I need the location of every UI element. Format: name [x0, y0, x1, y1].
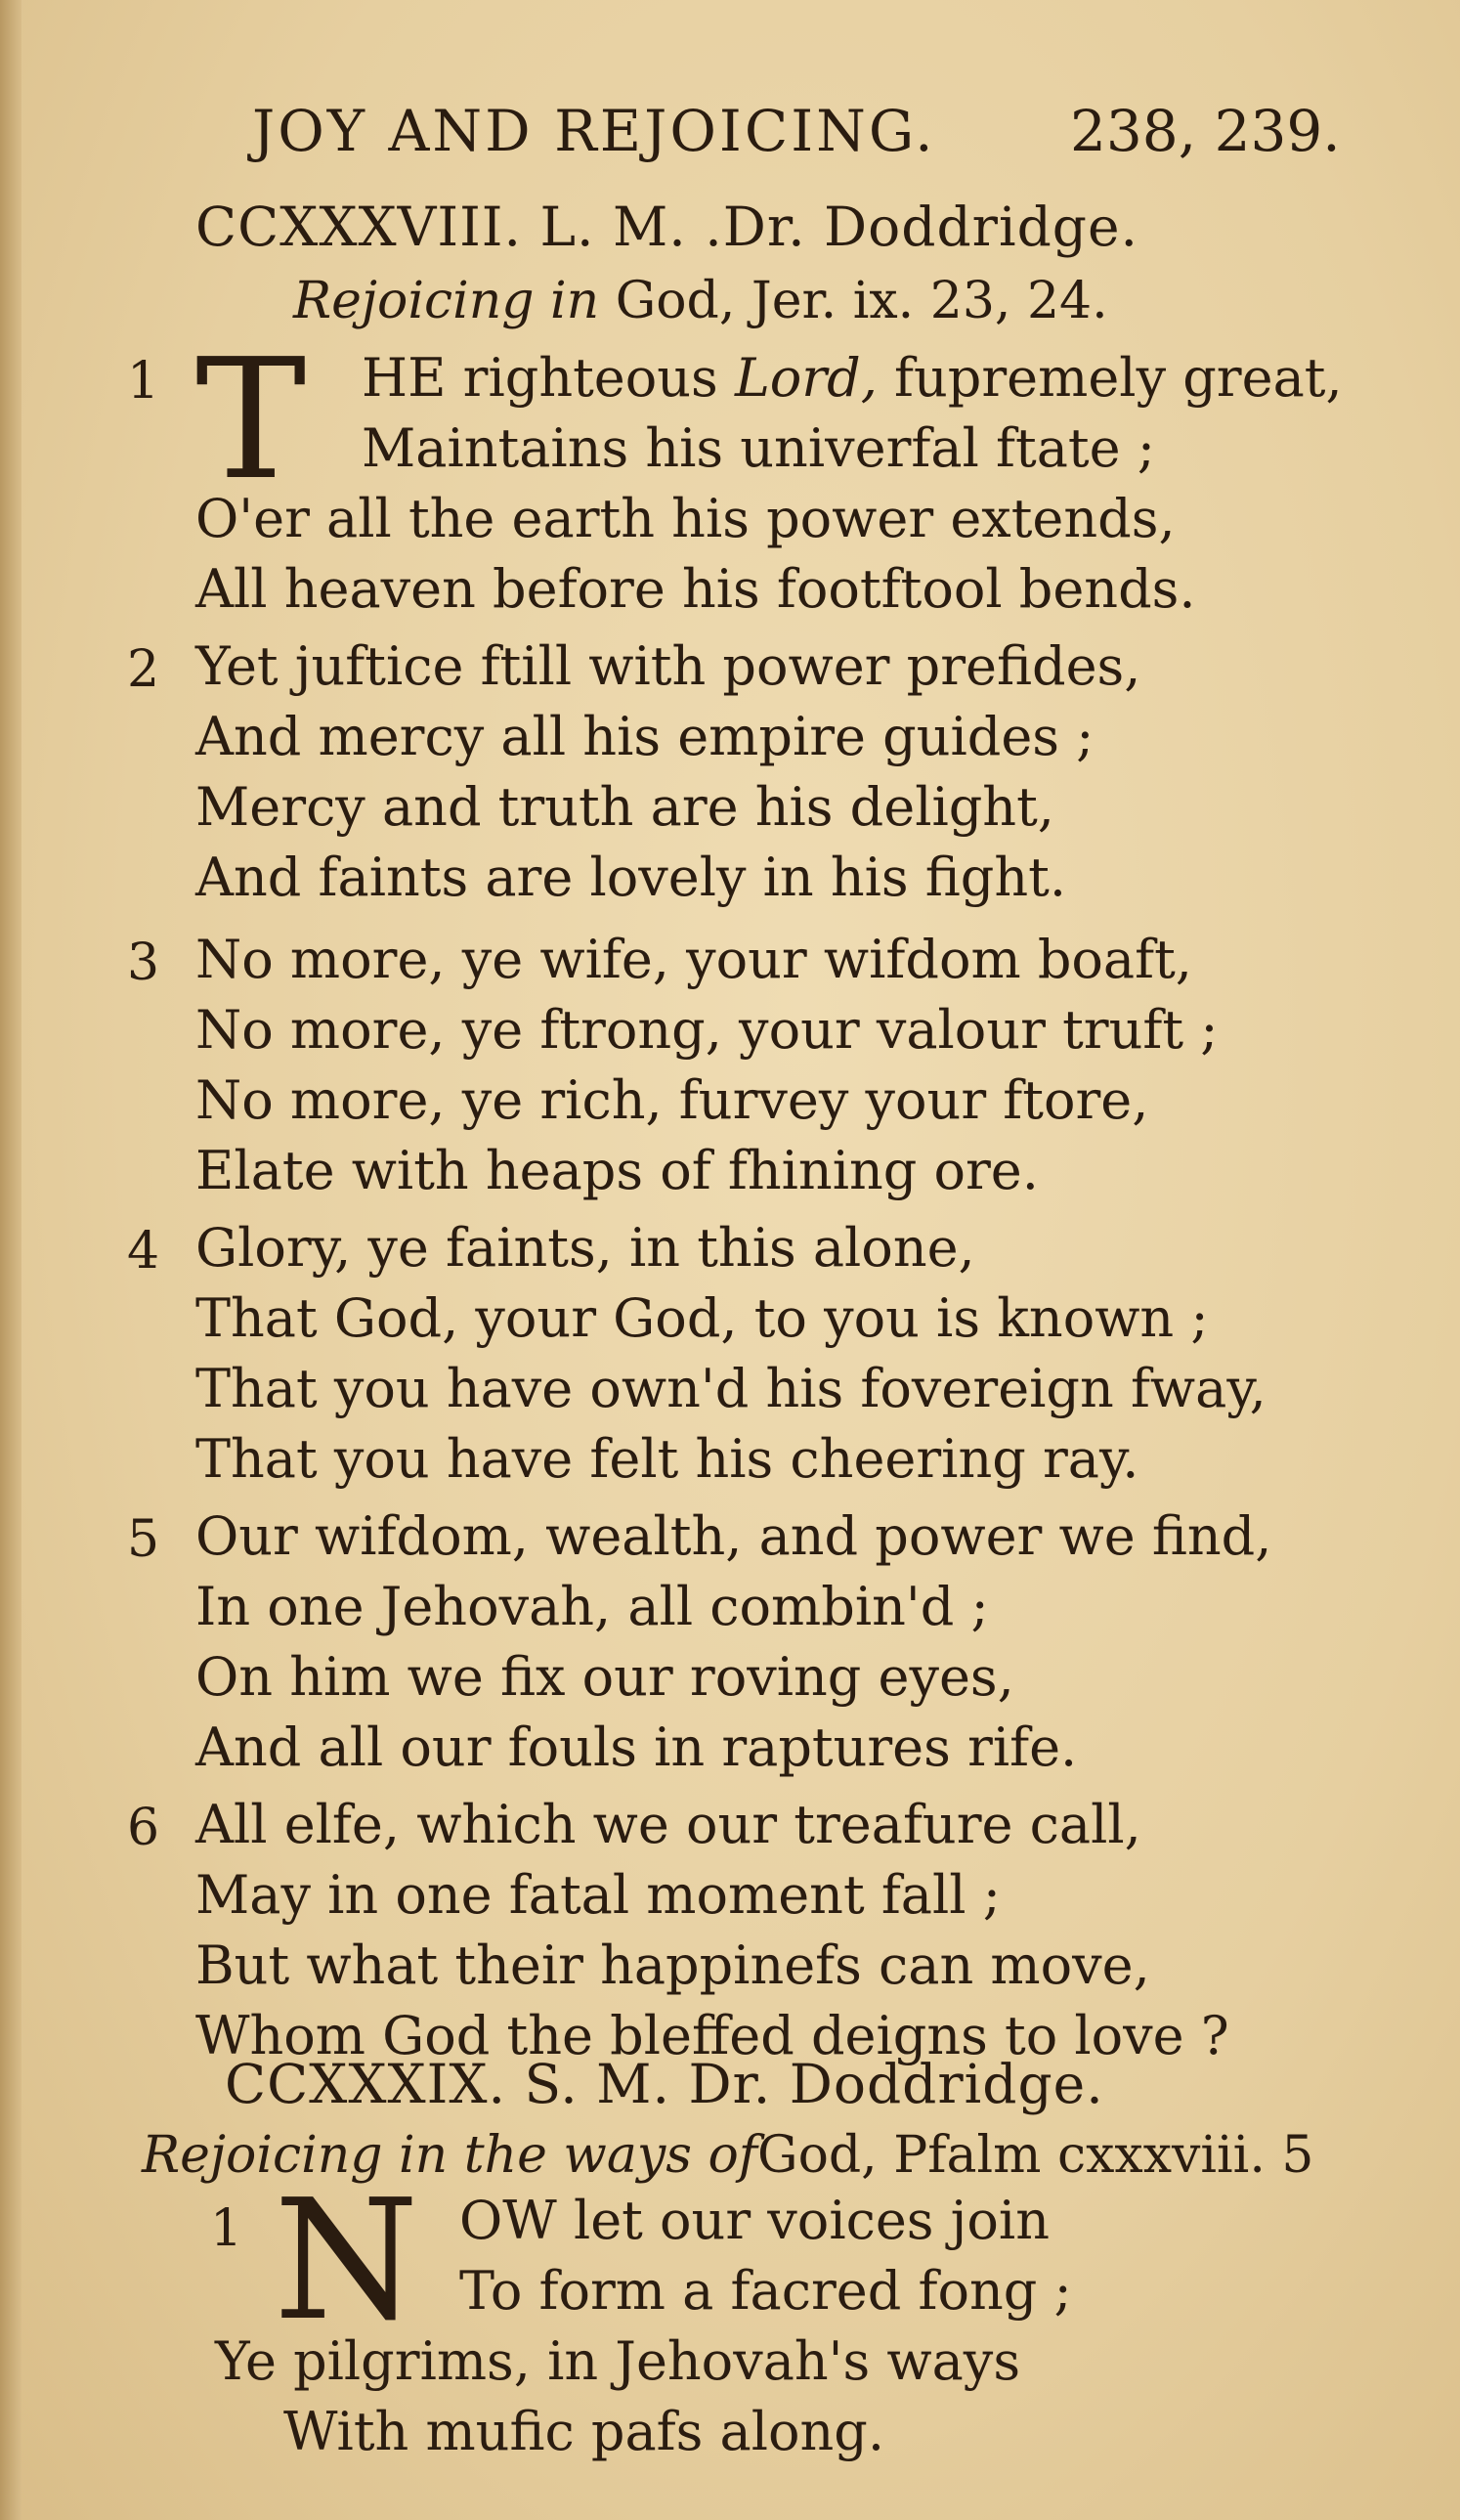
verse-line: With mufic pafs along. — [283, 2401, 884, 2462]
verse-line: That God, your God, to you is known ; — [195, 1287, 1209, 1349]
verse-line: To form a facred fong ; — [459, 2260, 1072, 2322]
drop-cap: T — [195, 324, 307, 517]
verse-line: No more, ye rich, furvey your ftore, — [195, 1069, 1149, 1131]
verse-line: Glory, ye faints, in this alone, — [195, 1217, 975, 1279]
verse-line: All elfe, which we our treafure call, — [195, 1794, 1141, 1855]
verse-number: 5 — [127, 1510, 160, 1569]
page-numbers: 238, 239. — [1070, 98, 1341, 164]
verse-line: Elate with heaps of fhining ore. — [195, 1140, 1039, 1201]
verse-line: Mercy and truth are his delight, — [195, 776, 1054, 838]
verse-line: May in one fatal moment fall ; — [195, 1864, 1001, 1926]
subtitle-text: God, Jer. ix. 23, 24. — [615, 272, 1108, 330]
verse-line: HE righteous Lord, fupremely great, — [362, 347, 1343, 409]
verse-number: 3 — [127, 934, 160, 992]
verse-line: OW let our voices join — [459, 2190, 1050, 2251]
subtitle-italic: Rejoicing in — [293, 272, 600, 330]
verse-line: But what their happinefs can move, — [195, 1934, 1150, 1996]
verse-line: That you have own'd his fovereign fway, — [195, 1358, 1267, 1419]
verse-line: And all our fouls in raptures rife. — [195, 1716, 1078, 1778]
verse-line: On him we fix our roving eyes, — [195, 1646, 1014, 1708]
hymn-heading: CCXXXVIII. L. M. .Dr. Doddridge. — [195, 196, 1139, 258]
verse-line: Our wifdom, wealth, and power we find, — [195, 1505, 1272, 1567]
drop-cap: N — [274, 2164, 419, 2358]
verse-line: No more, ye wife, your wifdom boaft, — [195, 929, 1192, 990]
hymn-heading: CCXXXIX. S. M. Dr. Doddridge. — [225, 2053, 1104, 2115]
verse-number: 4 — [127, 1222, 160, 1281]
verse-line: Whom God the bleffed deigns to love ? — [195, 2005, 1229, 2066]
verse-number: 2 — [127, 640, 160, 699]
verse-line: Ye pilgrims, in Jehovah's ways — [215, 2330, 1021, 2392]
verse-line: No more, ye ftrong, your valour truft ; — [195, 999, 1219, 1061]
verse-line: In one Jehovah, all combin'd ; — [195, 1576, 989, 1637]
verse-line: All heaven before his footftool bends. — [195, 558, 1196, 620]
verse-line: Yet juftice ftill with power prefides, — [195, 635, 1141, 697]
verse-number: 1 — [127, 352, 160, 411]
verse-line: That you have felt his cheering ray. — [195, 1428, 1139, 1490]
verse-number: 6 — [127, 1799, 160, 1857]
verse-number: 1 — [210, 2199, 243, 2258]
subtitle-text: God, Pfalm cxxxviii. 5 — [757, 2126, 1314, 2185]
subtitle-italic: Rejoicing in the ways of — [142, 2126, 758, 2185]
verse-line: O'er all the earth his power extends, — [195, 488, 1176, 549]
page-edge — [0, 0, 21, 2520]
running-head: JOY AND REJOICING. — [252, 98, 936, 164]
verse-line: And mercy all his empire guides ; — [195, 706, 1095, 767]
verse-line: Maintains his univerfal ftate ; — [362, 417, 1155, 479]
hymn-subtitle — [293, 272, 1108, 330]
verse-line: And faints are lovely in his fight. — [195, 847, 1066, 908]
